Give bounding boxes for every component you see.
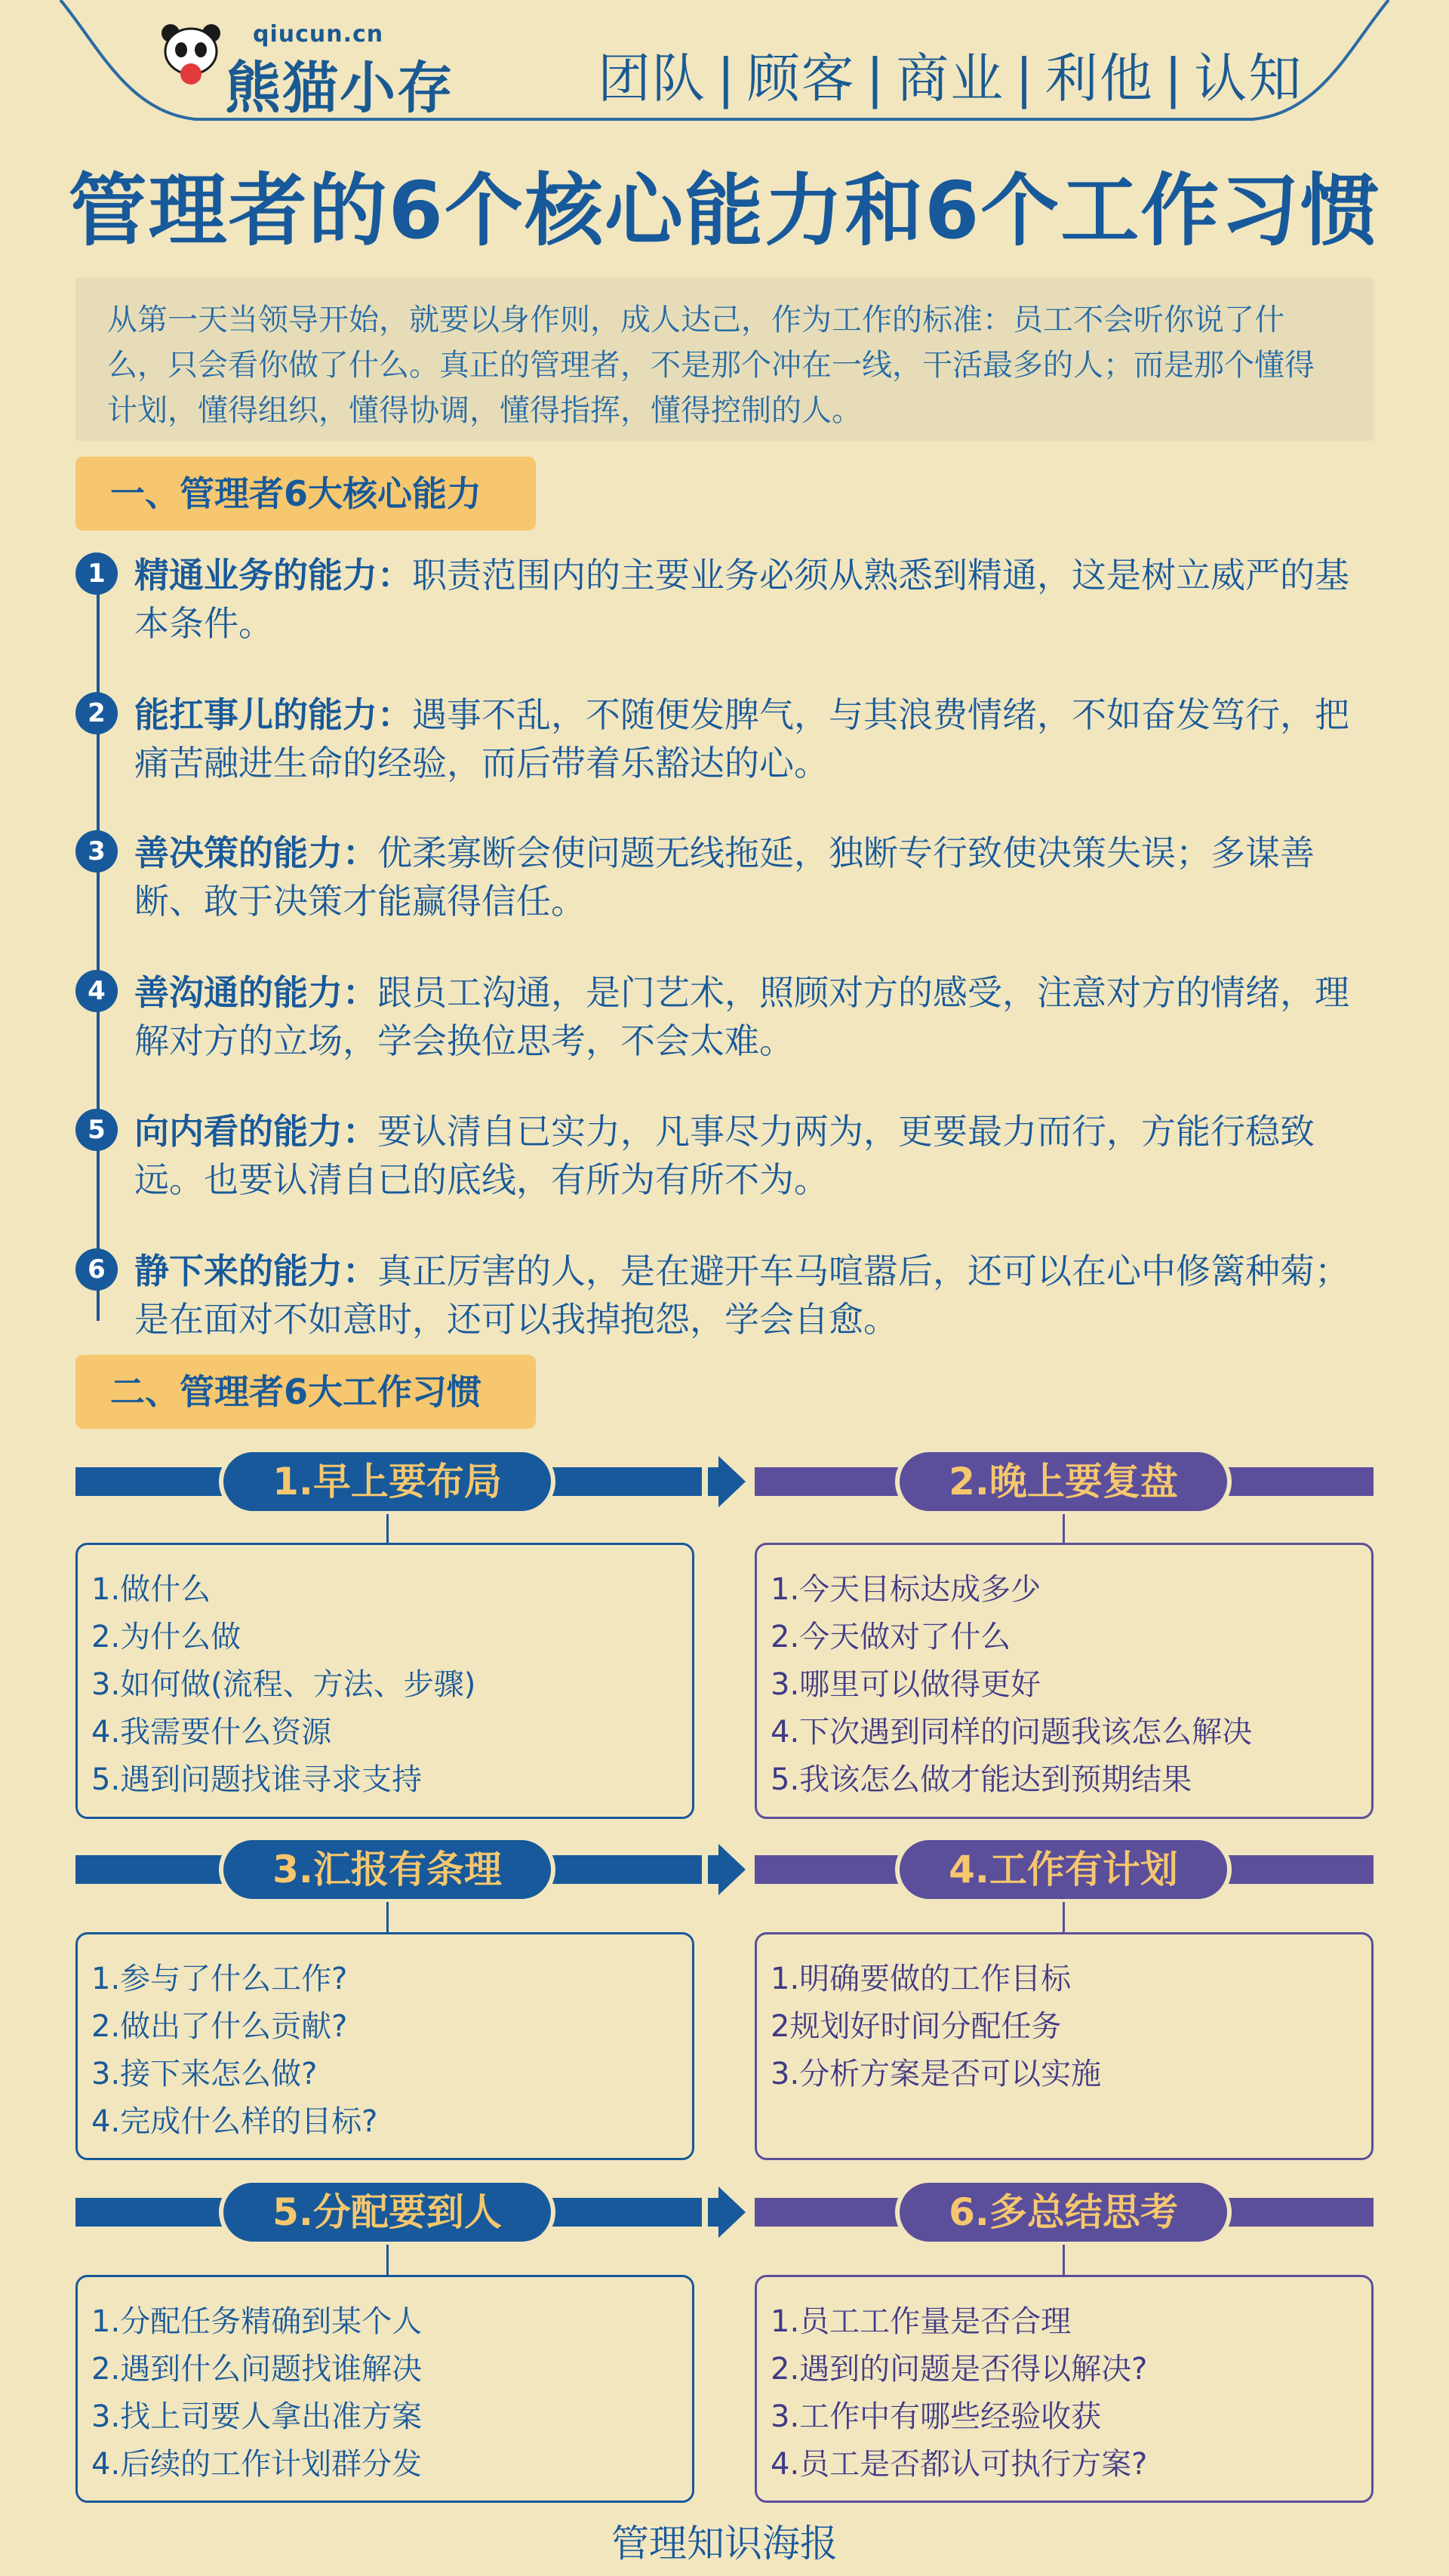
habit-item: 3.接下来怎么做? (91, 2057, 318, 2091)
connector-line (386, 1514, 389, 1544)
habit-item: 3.哪里可以做得更好 (771, 1667, 1041, 1702)
habit-item: 2.遇到什么问题找谁解决 (91, 2352, 423, 2387)
ability-body: 要认清自已实力，凡事尽力两为，更要最力而行，方能行稳致远。也要认清自已的底线，有所为有所不为。 (134, 1111, 1315, 1200)
ability-head: 精通业务的能力： (134, 555, 412, 596)
ability-number: 3 (75, 830, 118, 873)
panda-icon (158, 21, 223, 86)
page-title: 管理者的6个核心能力和6个工作习惯 (68, 165, 1381, 257)
habit-title: 4.工作有计划 (895, 1836, 1232, 1904)
nav-separator: | (1164, 48, 1184, 109)
habit-item: 2.做出了什么贡献? (91, 2009, 348, 2044)
habit-item: 1.今天目标达成多少 (771, 1572, 1041, 1607)
ability-body: 跟员工沟通，是门艺术，照顾对方的感受，注意对方的情绪，理解对方的立场，学会换位思考，不会太难。 (134, 972, 1349, 1061)
header-nav (598, 36, 1303, 112)
logo-url: qiucun.cn (253, 21, 384, 48)
habit-item: 5.我该怎么做才能达到预期结果 (771, 1762, 1192, 1797)
ability-head: 善决策的能力： (134, 833, 377, 873)
habit-box (755, 1543, 1374, 1819)
habit-item: 1.参与了什么工作? (91, 1962, 348, 1996)
arrow-right-icon (718, 2187, 746, 2238)
habit-item: 1.做什么 (91, 1572, 211, 1607)
nav-item-team[interactable]: 团队 (598, 48, 706, 109)
habit-item: 2.今天做对了什么 (771, 1620, 1011, 1654)
nav-separator: | (866, 48, 886, 109)
ability-body: 职责范围内的主要业务必须从熟悉到精通，这是树立威严的基本条件。 (134, 555, 1349, 644)
habit-item: 4.我需要什么资源 (91, 1715, 332, 1750)
habit-item: 3.工作中有哪些经验收获 (771, 2399, 1102, 2434)
ability-text (134, 968, 1372, 1065)
ability-number: 2 (75, 692, 118, 734)
habit-item: 2规划好时间分配任务 (771, 2009, 1062, 2044)
habit-item: 3.找上司要人拿出准方案 (91, 2399, 423, 2434)
ability-body: 优柔寡断会使问题无线拖延，独断专行致使决策失误；多谋善断、敢于决策才能赢得信任。 (134, 833, 1315, 922)
footer-caption: 管理知识海报 (611, 2522, 838, 2565)
ability-text (134, 1107, 1372, 1204)
habit-title: 2.晚上要复盘 (895, 1448, 1232, 1516)
habit-item: 5.遇到问题找谁寻求支持 (91, 1762, 423, 1797)
logo[interactable] (158, 21, 475, 121)
header (0, 0, 1449, 128)
nav-separator: | (717, 48, 737, 109)
ability-head: 善沟通的能力： (134, 972, 377, 1013)
connector-line (1063, 1514, 1065, 1544)
habit-title: 6.多总结思考 (895, 2178, 1232, 2246)
ability-number: 1 (75, 552, 118, 595)
arrow-stem (708, 1855, 718, 1884)
ability-text (134, 829, 1372, 925)
connector-line (1063, 1902, 1065, 1932)
ability-head: 静下来的能力： (134, 1251, 377, 1291)
habit-item: 2.为什么做 (91, 1620, 242, 1654)
connector-line (386, 2245, 389, 2275)
habit-box (755, 2275, 1374, 2503)
arrow-stem (708, 2198, 718, 2227)
ability-body: 真正厉害的人，是在避开车马喧嚣后，还可以在心中修篱种菊；是在面对不如意时，还可以我掉抱怨，学会自愈。 (134, 1251, 1349, 1340)
connector-line (386, 1902, 389, 1932)
habit-box (75, 1543, 694, 1819)
section1-title: 一、管理者6大核心能力 (75, 457, 536, 531)
habit-box (755, 1932, 1374, 2160)
habit-item: 1.员工工作量是否合理 (771, 2304, 1072, 2339)
habit-item: 2.遇到的问题是否得以解决? (771, 2352, 1148, 2387)
nav-separator: | (1015, 48, 1035, 109)
habit-item: 4.完成什么样的目标? (91, 2104, 378, 2139)
nav-item-customer[interactable]: 顾客 (746, 48, 856, 109)
nav-item-business[interactable]: 商业 (896, 48, 1005, 109)
habit-title: 3.汇报有条理 (219, 1836, 555, 1904)
habit-title: 1.早上要布局 (219, 1448, 555, 1516)
ability-body: 遇事不乱，不随便发脾气，与其浪费情绪，不如奋发笃行，把痛苦融进生命的经验，而后带着乐豁达的心。 (134, 694, 1349, 783)
section2-title: 二、管理者6大工作习惯 (75, 1355, 536, 1429)
habit-box (75, 2275, 694, 2503)
habit-item: 4.后续的工作计划群分发 (91, 2447, 423, 2482)
arrow-right-icon (718, 1844, 746, 1895)
intro-text: 从第一天当领导开始，就要以身作则，成人达己，作为工作的标准：员工不会听你说了什么，只会看你做了什么。真正的管理者，不是那个冲在一线，干活最多的人；而是那个懂得计划，懂得组织，懂得协调，懂得指挥，懂得控制的人。 (75, 278, 1374, 441)
habit-item: 1.明确要做的工作目标 (771, 1962, 1072, 1996)
habit-box (75, 1932, 694, 2160)
nav-item-altruism[interactable]: 利他 (1044, 48, 1154, 109)
habit-item: 3.分析方案是否可以实施 (771, 2057, 1102, 2091)
arrow-stem (708, 1467, 718, 1496)
ability-text (134, 1247, 1372, 1343)
ability-number: 4 (75, 970, 118, 1012)
habit-item: 1.分配任务精确到某个人 (91, 2304, 423, 2339)
ability-text (134, 691, 1372, 787)
habit-item: 4.下次遇到同样的问题我该怎么解决 (771, 1715, 1253, 1750)
ability-number: 5 (75, 1109, 118, 1151)
habit-title: 5.分配要到人 (219, 2178, 555, 2246)
ability-head: 向内看的能力： (134, 1111, 377, 1152)
logo-name: 熊猫小存 (225, 56, 454, 121)
ability-number: 6 (75, 1248, 118, 1291)
connector-line (1063, 2245, 1065, 2275)
nav-item-cognition[interactable]: 认知 (1194, 48, 1303, 109)
arrow-right-icon (718, 1456, 746, 1507)
habit-item: 3.如何做(流程、方法、步骤) (91, 1667, 476, 1702)
ability-timeline (97, 566, 100, 1321)
ability-text (134, 551, 1372, 648)
habit-item: 4.员工是否都认可执行方案? (771, 2447, 1148, 2482)
ability-head: 能扛事儿的能力： (134, 694, 412, 735)
